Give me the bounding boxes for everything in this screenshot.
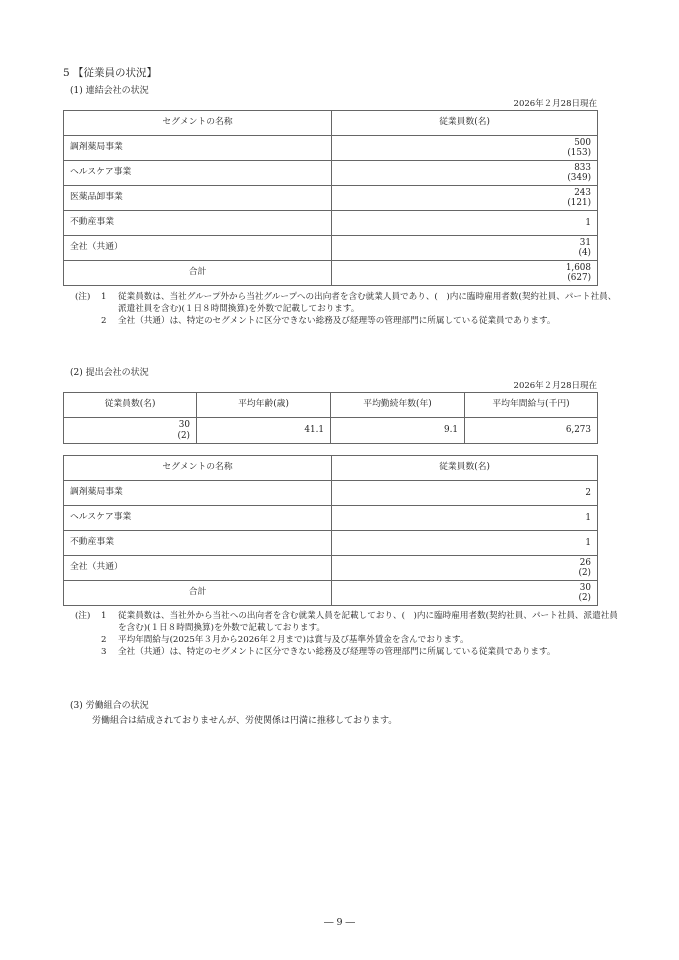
s1-row-name: 調剤薬局事業 [64,136,332,161]
s2-total-count: 30 (2) [332,581,598,606]
page-number: ― 9 ― [323,917,356,928]
s1-notes [63,291,619,327]
s1-row-count: 500 (153) [332,136,598,161]
table-row-total [64,261,598,286]
s1-row-name: 医薬品卸事業 [64,186,332,211]
s1-body [64,136,598,286]
s3-title: (3) 労働組合の状況 [70,701,149,711]
s2-header-count: 従業員数(名) [332,456,598,481]
note: 3 全社（共通）は、特定のセグメントに区分できない総務及び経理等の管理部門に所属している従業員であります。 [101,647,556,658]
s1-row-count: 833 (349) [332,161,598,186]
s1-row-count: 243 (121) [332,186,598,211]
s2-row-name: 全社（共通） [64,556,332,581]
note: (注) 1 従業員数は、当社グループ外から当社グループへの出向者を含む就業人員であり、( )内に臨時雇用者数(契約社員、パート社員、派遣社員を含む)(１日８時間換算)を外数で記載しております。 [75,292,617,315]
table-row-total [64,581,598,606]
s1-total-label: 合計 [64,261,332,286]
s2-title: (2) 提出会社の状況 [70,368,149,378]
s2-row-count: 26 (2) [332,556,598,581]
s1-table [63,110,598,286]
s2-row-name: ヘルスケア事業 [64,506,332,531]
s2-row-name: 調剤薬局事業 [64,481,332,506]
s2-row-count: 2 [332,481,598,506]
table-row [64,531,598,556]
table-row [64,161,598,186]
s1-row-count: 31 (4) [332,236,598,261]
s2-segment-table [63,455,598,606]
s1-row-count: 1 [332,211,598,236]
table-row [64,236,598,261]
s2-summary-table [63,392,598,444]
s2-notes [63,610,619,658]
table-row [64,136,598,161]
s3-text: 労働組合は結成されておりませんが、労使関係は円満に推移しております。 [92,716,398,726]
s1-row-name: ヘルスケア事業 [64,161,332,186]
note: 2 平均年間給与(2025年３月から2026年２月まで)は賞与及び基準外賃金を含んでおります。 [101,635,469,646]
s1-row-name: 不動産事業 [64,211,332,236]
table-row [64,418,598,444]
section-title: 5 【従業員の状況】 [63,67,158,79]
table-row [64,556,598,581]
s1-header-count: 従業員数(名) [332,111,598,136]
s2-row-count: 1 [332,506,598,531]
table-row [64,506,598,531]
s2-header-employees: 従業員数(名) [64,393,197,418]
note: (注) 1 従業員数は、当社外から当社への出向者を含む就業人員を記載しており、( )内に臨時雇用者数(契約社員、パート社員、派遣社員を含む)(１日８時間換算)を外数で記載しております。 [75,611,618,634]
s2-body [64,481,598,606]
s2-total-label: 合計 [64,581,332,606]
s2-header-age: 平均年齢(歳) [197,393,331,418]
s2-row-name: 不動産事業 [64,531,332,556]
table-row [64,186,598,211]
s1-total-count: 1,608 (627) [332,261,598,286]
s2-age-value: 41.1 [197,418,331,444]
s2-row-count: 1 [332,531,598,556]
s1-header-segment: セグメントの名称 [64,111,332,136]
table-row [64,211,598,236]
s2-tenure-value: 9.1 [331,418,465,444]
s2-header-segment: セグメントの名称 [64,456,332,481]
s2-header-salary: 平均年間給与(千円) [465,393,598,418]
s2-employees-value: 30 (2) [64,418,197,444]
table-row [64,481,598,506]
s1-asof: 2026年２月28日現在 [513,99,597,109]
s2-asof: 2026年２月28日現在 [513,381,597,391]
s1-title: (1) 連結会社の状況 [70,86,149,96]
note: 2 全社（共通）は、特定のセグメントに区分できない総務及び経理等の管理部門に所属している従業員であります。 [101,316,556,327]
s1-row-name: 全社（共通） [64,236,332,261]
s2-salary-value: 6,273 [465,418,598,444]
s2-header-tenure: 平均勤続年数(年) [331,393,465,418]
